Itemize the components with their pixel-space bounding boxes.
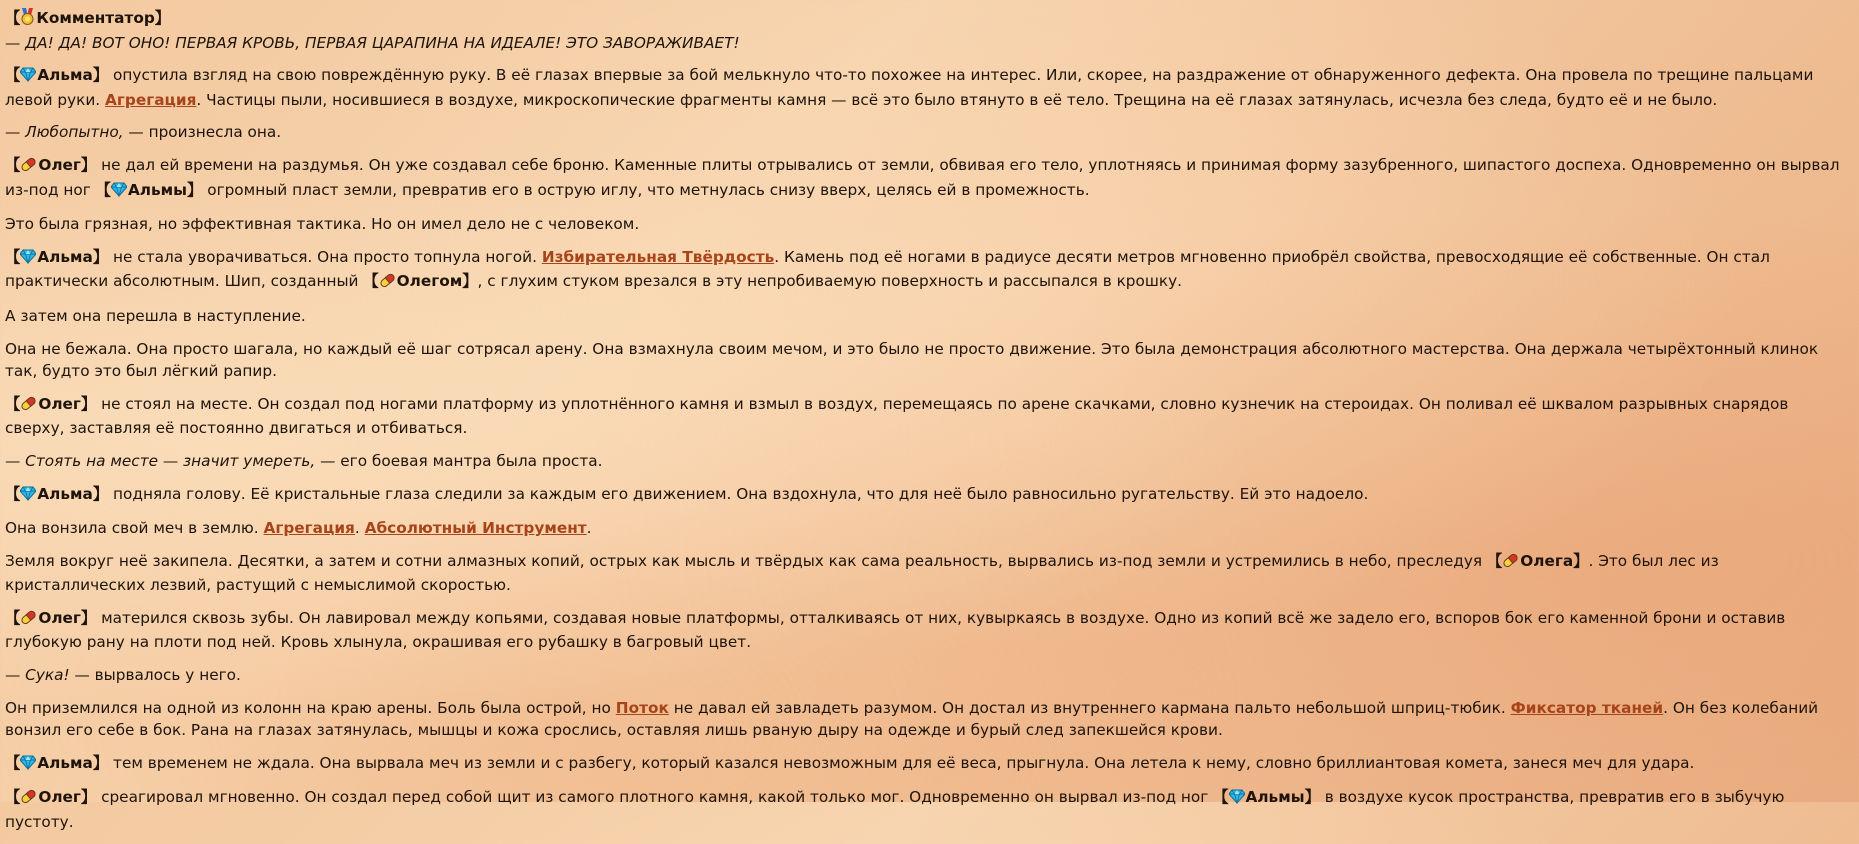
- character-tag-oleg: 【 Олег】: [5, 395, 96, 413]
- paragraph: Она не бежала. Она просто шагала, но каждый её шаг сотрясал арену. Она взмахнула своим мечом, и это было не просто движение. Это была демонстрация абсолютного мастерства. Она держала четырёхтонный клинок так, будто это был лёгкий рапир.: [5, 339, 1819, 381]
- diamond-icon: [20, 754, 36, 777]
- character-tag-almy: 【 Альмы】: [1213, 788, 1320, 806]
- skill-link-absolute-instrument[interactable]: Абсолютный Инструмент: [364, 519, 587, 538]
- pill-icon: [1502, 552, 1519, 575]
- paragraph: 【 Олег】 не дал ей времени на раздумья. Он уже создавал себе броню. Каменные плиты отрывались от земли, обвивая его тело, уплотняясь и принимая форму зазубренного, шипастого доспеха. Одновременно он вырвал из-под ног 【 Альмы】 огромный пласт земли, превратив его в острую иглу, что метнулась снизу вверх, целясь ей в промежность.: [5, 154, 1847, 203]
- paragraph: 【 Альма】 тем временем не ждала. Она вырвала меч из земли и с разбегу, который казался невозможным для её веса, прыгнула. Она летела к нему, словно бриллиантовая комета, занеся меч для удара.: [5, 752, 1847, 777]
- pill-icon: [20, 395, 37, 418]
- paragraph: Она вонзила свой меч в землю. Агрегация. Абсолютный Инструмент.: [5, 519, 592, 538]
- medal-icon: [20, 8, 35, 32]
- item-link-tissue-fixer[interactable]: Фиксатор тканей: [1510, 698, 1664, 717]
- diamond-icon: [1229, 788, 1245, 811]
- pill-icon: [379, 272, 396, 295]
- paragraph: 【 Альма】 не стала уворачиваться. Она просто топнула ногой. Избирательная Твёрдость. Камень под её ногами в радиусе десяти метров мгновенно приобрёл свойства, превосходящие её собственные. Он стал практически абсолютным. Шип, созданный 【 Олегом】, с глухим стуком врезался в эту непробиваемую поверхность и рассыпался в крошку.: [5, 246, 1847, 295]
- character-tag-alma: 【 Альма】: [5, 754, 108, 772]
- paragraph: — ДА! ДА! ВОТ ОНО! ПЕРВАЯ КРОВЬ, ПЕРВАЯ ЦАРАПИНА НА ИДЕАЛЕ! ЭТО ЗАВОРАЖИВАЕТ!: [5, 33, 740, 52]
- paragraph: 【 Альма】 опустила взгляд на свою повреждённую руку. В её глазах впервые за бой мелькнуло что-то похожее на интерес. Или, скорее, на раздражение от обнаруженного дефекта. Она провела по трещине пальцами левой руки. Агрегация. Частицы пыли, носившиеся в воздухе, микроскопические фрагменты камня — всё это было втянуто в её тело. Трещина на её глазах затянулась, исчезла без следа, будто её и не было.: [5, 66, 1814, 109]
- paragraph: 【 Олег】 среагировал мгновенно. Он создал перед собой щит из самого плотного камня, какой только мог. Одновременно он вырвал из-под ног 【 Альмы】 в воздухе кусок пространства, превратив его в зыбучую пустоту.: [5, 788, 1785, 832]
- paragraph: А затем она перешла в наступление.: [5, 306, 306, 325]
- character-tag-alma: 【 Альма】: [5, 66, 108, 84]
- paragraph: Земля вокруг неё закипела. Десятки, а затем и сотни алмазных копий, острых как мысль и твёрдых как сама реальность, вырвались из-под земли и устремились в небо, преследуя 【 Олега】. Это был лес из кристаллических лезвий, растущий с немыслимой скоростью.: [5, 551, 1719, 595]
- story-text: [5, 7, 1847, 844]
- character-tag-olega: 【 Олега】: [1487, 552, 1589, 570]
- skill-link-flow[interactable]: Поток: [615, 698, 669, 717]
- diamond-icon: [20, 66, 36, 89]
- diamond-icon: [20, 248, 36, 271]
- character-tag-oleg: 【 Олег】: [5, 609, 96, 627]
- pill-icon: [20, 156, 37, 179]
- paragraph: — Любопытно, — произнесла она.: [5, 123, 282, 142]
- diamond-icon: [20, 485, 36, 508]
- skill-link-selective-hardness[interactable]: Избирательная Твёрдость: [541, 247, 775, 266]
- commentator-name: Комментатор: [36, 9, 155, 27]
- pill-icon: [20, 609, 37, 632]
- skill-link-aggregation[interactable]: Агрегация: [263, 519, 355, 538]
- character-tag-oleg: 【 Олег】: [5, 156, 96, 174]
- commentator-header: [5, 7, 1847, 32]
- commentator-tag: 【 Комментатор】: [5, 9, 170, 27]
- diamond-icon: [111, 181, 127, 204]
- pill-icon: [20, 788, 37, 811]
- paragraph: 【 Олег】 матерился сквозь зубы. Он лавировал между копьями, создавая новые платформы, отталкиваясь от них, кувыркаясь в воздухе. Одно из копий всё же задело его, вспоров бок его каменной брони и оставив глубокую рану на плоти под ней. Кровь хлынула, окрашивая его рубашку в багровый цвет.: [5, 608, 1786, 652]
- character-tag-alma: 【 Альма】: [5, 485, 108, 503]
- character-tag-oleg: 【 Олег】: [5, 788, 96, 806]
- paragraph: — Стоять на месте — значит умереть, — его боевая мантра была проста.: [5, 451, 603, 470]
- skill-link-aggregation[interactable]: Агрегация: [105, 90, 197, 109]
- paragraph: 【 Олег】 не стоял на месте. Он создал под ногами платформу из уплотнённого камня и взмыл в воздух, перемещаясь по арене скачками, словно кузнечик на стероидах. Он поливал её шквалом разрывных снарядов сверху, заставляя её постоянно двигаться и отбиваться.: [5, 394, 1789, 438]
- character-tag-alma: 【 Альма】: [5, 248, 108, 266]
- character-tag-olegom: 【 Олегом】: [363, 272, 477, 290]
- paragraph: Это была грязная, но эффективная тактика. Но он имел дело не с человеком.: [5, 215, 640, 234]
- character-tag-almy: 【 Альмы】: [96, 181, 203, 199]
- paragraph: Он приземлился на одной из колонн на краю арены. Боль была острой, но Поток не давал ей завладеть разумом. Он достал из внутреннего кармана пальто небольшой шприц-тюбик. Фиксатор тканей. Он без колебаний вонзил его себе в бок. Рана на глазах затянулась, мышцы и кожа срослись, оставляя лишь рваную дыру на одежде и бурый след запекшейся крови.: [5, 698, 1819, 740]
- paragraph: 【 Альма】 подняла голову. Её кристальные глаза следили за каждым его движением. Она вздохнула, что для неё было равносильно ругательству. Ей это надоело.: [5, 483, 1847, 508]
- paragraph: — Сука! — вырвалось у него.: [5, 666, 241, 685]
